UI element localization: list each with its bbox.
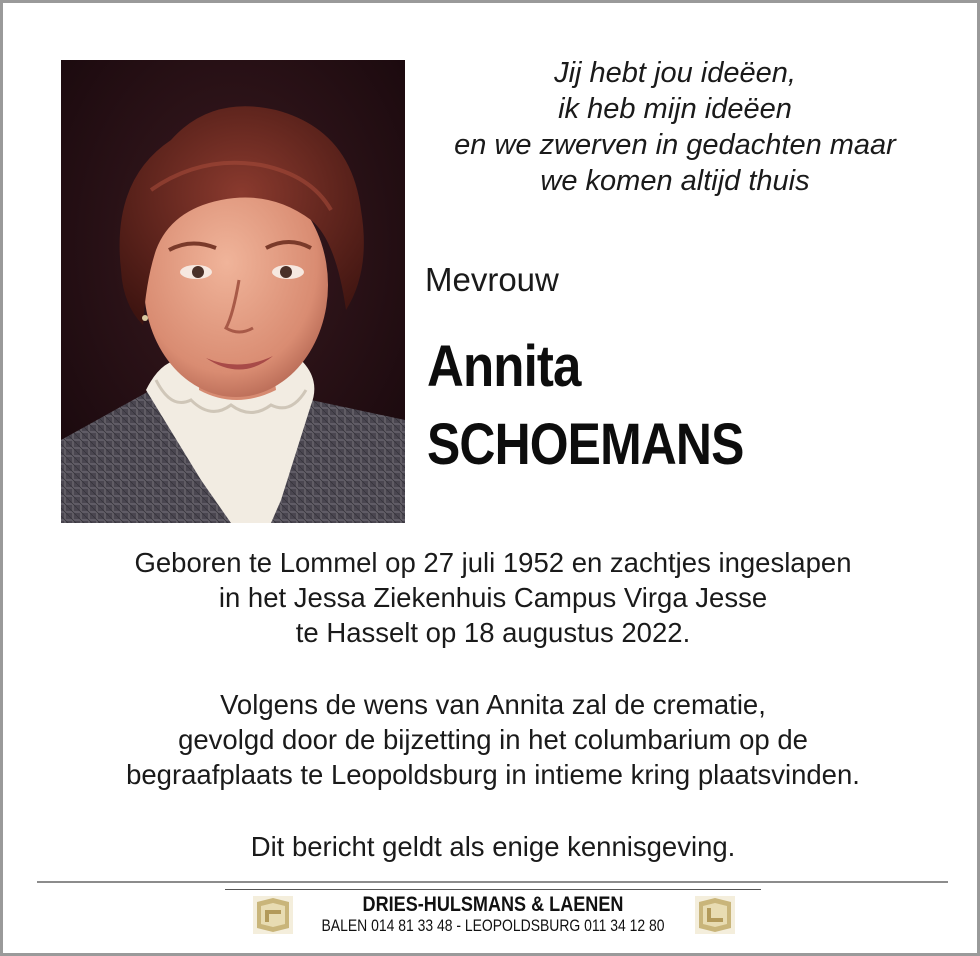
funeral-home-name: DRIES-HULSMANS & LAENEN (362, 893, 624, 916)
funeral-home-logo-icon (695, 896, 735, 934)
birth-death-paragraph (33, 545, 953, 650)
salutation: Mevrouw (425, 261, 559, 298)
paragraph-line: in het Jessa Ziekenhuis Campus Virga Jesse (218, 582, 768, 613)
portrait-photo (61, 60, 405, 523)
poem (415, 55, 935, 199)
poem-line: ik heb mijn ideëen (558, 93, 792, 125)
funeral-home-contact: BALEN 014 81 33 48 - LEOPOLDSBURG 011 34 12 80 (321, 916, 665, 935)
paragraph-line: Dit bericht geldt als enige kennisgeving. (250, 831, 736, 862)
poem-line: we komen altijd thuis (540, 165, 810, 197)
footer-inner-divider (225, 889, 761, 890)
paragraph-line: te Hasselt op 18 augustus 2022. (295, 617, 691, 648)
notice-text (33, 829, 953, 864)
footer-divider (37, 881, 948, 883)
arrangements-paragraph (33, 687, 953, 792)
poem-line: Jij hebt jou ideëen, (554, 57, 796, 89)
paragraph-line: Volgens de wens van Annita zal de crematie, (220, 689, 766, 720)
first-name: Annita (427, 334, 581, 399)
paragraph-line: gevolgd door de bijzetting in het columbarium op de (178, 724, 808, 755)
last-name: SCHOEMANS (427, 412, 744, 477)
paragraph-line: begraafplaats te Leopoldsburg in intieme kring plaatsvinden. (126, 759, 860, 790)
poem-line: en we zwerven in gedachten maar (454, 129, 896, 161)
paragraph-line: Geboren te Lommel op 27 juli 1952 en zachtjes ingeslapen (134, 547, 852, 578)
portrait-illustration (61, 60, 405, 523)
